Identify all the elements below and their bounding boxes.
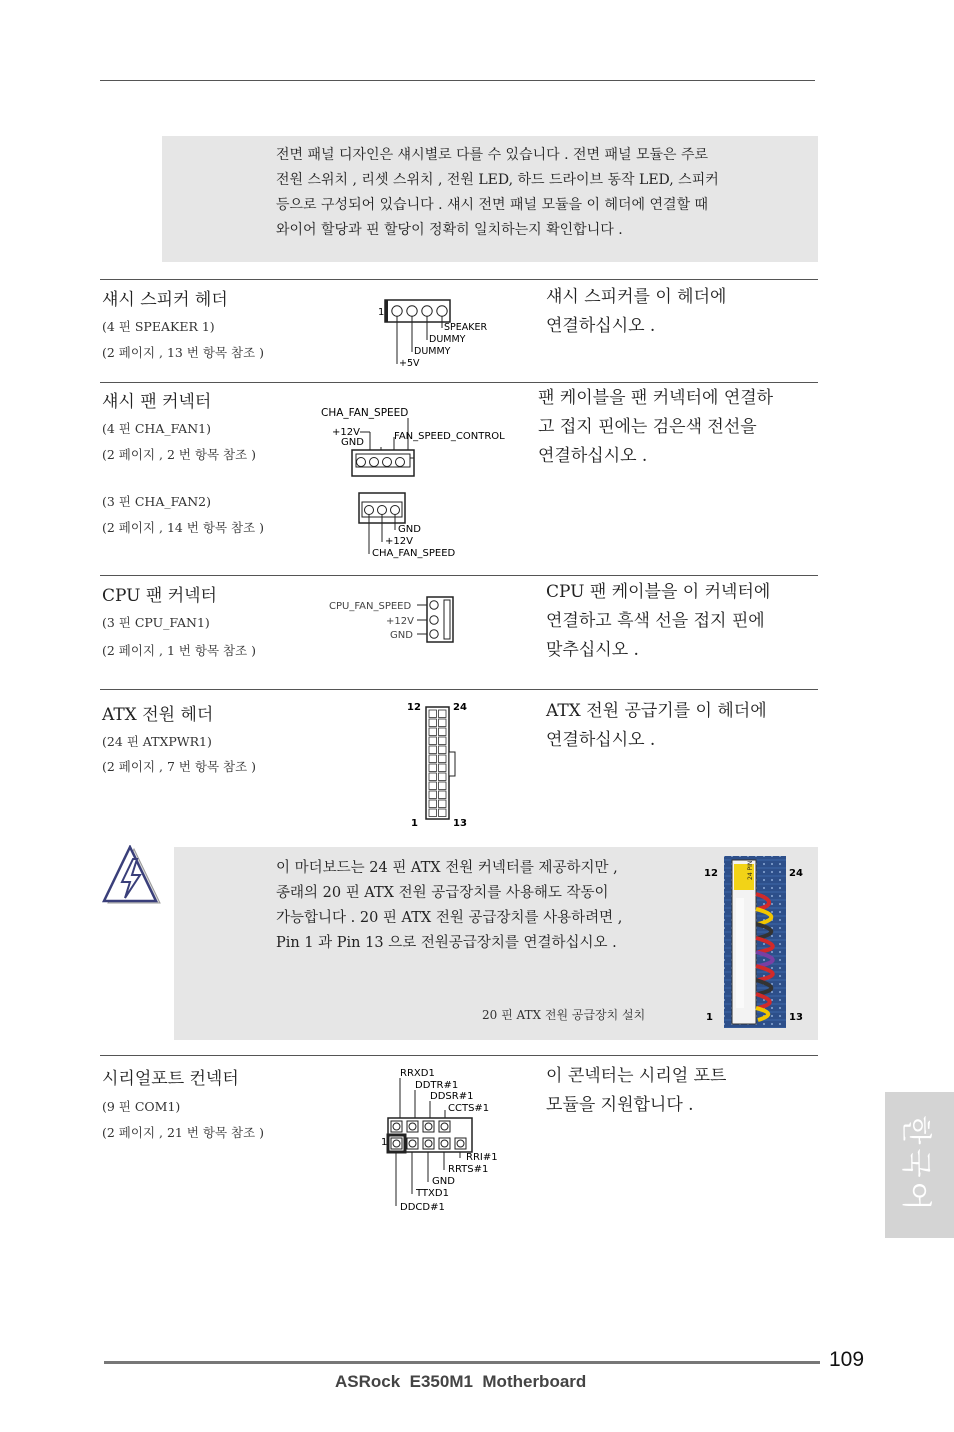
speaker-pin1-label: 1 [378,307,385,318]
chassis-fan2-pin-info: (3 핀 CHA_FAN2) [102,494,211,509]
speaker-ref: (2 페이지 , 13 번 항목 참조 ) [102,345,264,360]
serial-label-ttxd1: TTXD1 [416,1188,449,1199]
chassis-fan1-label-12v: +12V [332,427,360,438]
serial-header-diagram [378,1066,508,1216]
chassis-fan2-label-gnd: GND [398,524,421,535]
atx-note-text: 이 마더보드는 24 핀 ATX 전원 커넥터를 제공하지만 , 종래의 20 핀 ATX 전원 공급장치를 사용해도 작동이 가능합니다 . 20 핀 ATX 전원 공급장치를 사용하려면 , Pin 1 과 Pin 13 으로 전원공급장치를 연결하십시오 . [276,860,623,951]
speaker-header-diagram [375,296,505,370]
serial-title: 시리얼포트 컨넥터 [102,1069,239,1089]
top-rule [100,80,815,81]
speaker-label-speaker: SPEAKER [444,322,488,333]
atx-power-ref: (2 페이지 , 7 번 항목 참조 ) [102,759,257,774]
chassis-fan1-label-control: FAN_SPEED_CONTROL [394,431,505,442]
serial-label-ccts: CCTS#1 [448,1103,490,1114]
chassis-fan-title: 섀시 팬 커넥터 [102,392,212,412]
atx-power-title: ATX 전원 헤더 [102,705,214,725]
chassis-fan1-diagram [320,402,530,482]
serial-label-rrxd1: RRXD1 [400,1068,435,1079]
cpu-fan-title: CPU 팬 커넥터 [102,586,217,606]
cpu-fan-label-gnd: GND [390,630,413,641]
atx-photo-13: 13 [789,1012,803,1023]
atx-photo-24: 24 [789,868,803,879]
atx-photo-label: 24 PIN [747,860,754,880]
footer-rule [104,1361,820,1364]
serial-rule [100,1055,818,1056]
atx-power-desc: ATX 전원 공급기를 이 헤더에 연결하십시오 . [546,701,767,750]
atx-note-caption: 20 핀 ATX 전원 공급장치 설치 [482,1008,646,1022]
chassis-fan-desc: 팬 케이블을 팬 커넥터에 연결하 고 접지 핀에는 검은색 전선을 연결하십시오 . [538,388,774,466]
warning-icon [100,845,164,907]
chassis-fan1-ref: (2 페이지 , 2 번 항목 참조 ) [102,447,257,462]
atx-label-1: 1 [411,818,418,829]
chassis-fan2-ref: (2 페이지 , 14 번 항목 참조 ) [102,520,264,535]
cpu-fan-ref: (2 페이지 , 1 번 항목 참조 ) [102,643,257,658]
cpu-fan-desc: CPU 팬 케이블을 이 커넥터에 연결하고 흑색 선을 접지 핀에 맞추십시오 . [546,582,771,660]
atx-20pin-photo [698,854,810,1030]
cpu-fan-label-12v: +12V [386,616,414,627]
atx-label-13: 13 [453,818,467,829]
speaker-desc: 섀시 스피커를 이 헤더에 연결하십시오 . [546,287,727,336]
speaker-label-dummy2: DUMMY [414,346,451,357]
atx-power-pin-info: (24 핀 ATXPWR1) [102,734,212,749]
serial-pin-info: (9 핀 COM1) [102,1099,181,1114]
speaker-title: 섀시 스피커 헤더 [102,290,228,310]
speaker-rule [100,279,818,280]
speaker-pin-info: (4 핀 SPEAKER 1) [102,319,215,334]
footer-title: ASRock E350M1 Motherboard [335,1372,587,1391]
chassis-fan1-pin-info: (4 핀 CHA_FAN1) [102,421,211,436]
serial-label-rri: RRI#1 [466,1152,498,1163]
chassis-fan2-label-speed: CHA_FAN_SPEED [372,548,456,559]
atx-photo-12: 12 [704,868,718,879]
serial-label-rrts: RRTS#1 [448,1164,489,1175]
front-panel-note-text: 전면 패널 디자인은 섀시별로 다를 수 있습니다 . 전면 패널 모듈은 주로 전원 스위치 , 리셋 스위치 , 전원 LED, 하드 드라이브 동작 LED, 스피커 등으로 구성되어 있습니다 . 섀시 전면 패널 모듈을 이 헤더에 연결할 때 와이어 할당과 핀 할당이 정확히 일치하는지 확인합니다 . [276,147,719,238]
speaker-label-5v: +5V [399,358,420,369]
chassis-fan1-label-speed: CHA_FAN_SPEED [321,407,409,419]
cpu-fan-diagram [326,594,461,648]
cpu-fan-label-speed: CPU_FAN_SPEED [329,601,412,612]
serial-label-ddsr: DDSR#1 [430,1091,474,1102]
serial-ref: (2 페이지 , 21 번 항목 참조 ) [102,1125,264,1140]
chassis-fan2-diagram [355,490,475,562]
atx-label-24: 24 [453,702,467,713]
atx-label-12: 12 [407,702,421,713]
chassis-fan-rule [100,382,818,383]
serial-label-ddtr: DDTR#1 [415,1080,459,1091]
cpu-fan-pin-info: (3 핀 CPU_FAN1) [102,615,210,630]
language-side-tab [885,1092,954,1238]
chassis-fan2-label-12v: +12V [385,536,413,547]
language-side-tab-label: 한국어 [898,1115,934,1215]
cpu-fan-rule [100,575,818,576]
page-number: 109 [829,1348,865,1371]
serial-desc: 이 콘넥터는 시리얼 포트 모듈을 지원합니다 . [546,1066,727,1115]
speaker-label-dummy1: DUMMY [429,334,466,345]
atx-power-diagram [400,696,480,832]
serial-label-gnd: GND [432,1176,455,1187]
chassis-fan1-label-gnd: GND [341,437,364,448]
serial-pin1-label: 1 [381,1137,388,1148]
atx-photo-1: 1 [706,1012,713,1023]
serial-label-ddcd: DDCD#1 [400,1202,445,1213]
atx-power-rule [100,689,818,690]
